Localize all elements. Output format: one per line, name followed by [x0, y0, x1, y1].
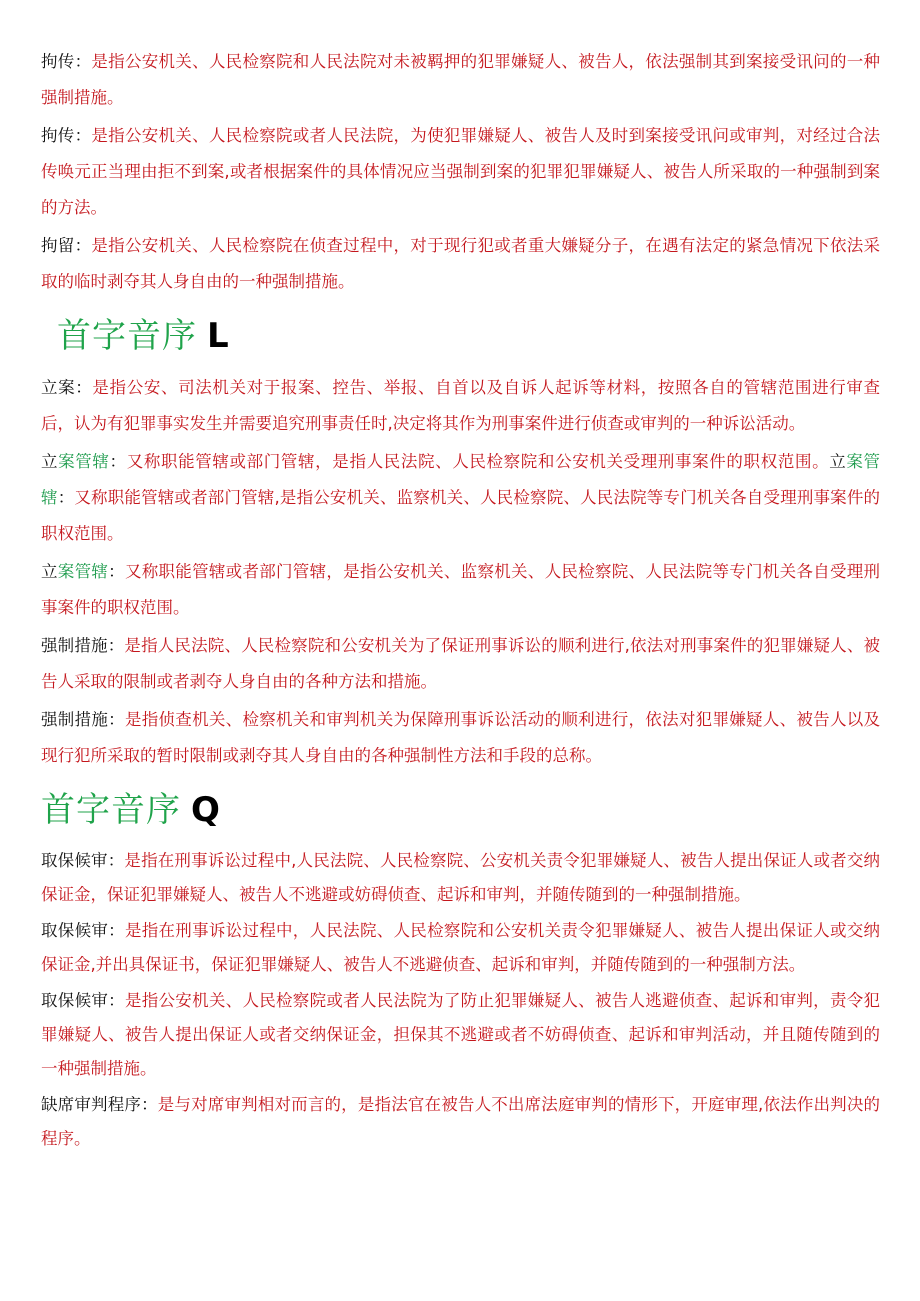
entry-definition: 是指侦查机关、检察机关和审判机关为保障刑事诉讼活动的顺利进行，依法对犯罪嫌疑人、被告人以及现行犯所采取的暂时限制或剥夺其人身自由的各种强制性方法和手段的总称。 [41, 710, 881, 765]
glossary-entry: 立案管辖：又称职能管辖或者部门管辖，是指公安机关、监察机关、人民检察院、人民法院等专门机关各自受理刑事案件的职权范围。 [41, 562, 881, 617]
glossary-entry: 取保候审：是指在刑事诉讼过程中，人民法院、人民检察院和公安机关责令犯罪嫌疑人、被告人提出保证人或交纳保证金,并出具保证书，保证犯罪嫌疑人、被告人不逃避侦查、起诉和审判，并随传随到的一种强制方法。 [41, 921, 881, 974]
entry-term: 立案管辖 [41, 452, 881, 507]
glossary-entry: 取保候审：是指在刑事诉讼过程中,人民法院、人民检察院、公安机关责令犯罪嫌疑人、被告人提出保证人或者交纳保证金，保证犯罪嫌疑人、被告人不逃避或妨碍侦查、起诉和审判，并随传随到的一种强制措施。 [41, 851, 881, 904]
entry-term: 缺席审判程序 [41, 1095, 142, 1114]
glossary-entry: 强制措施：是指人民法院、人民检察院和公安机关为了保证刑事诉讼的顺利进行,依法对刑事案件的犯罪嫌疑人、被告人采取的限制或者剥夺人身自由的各种方法和措施。 [41, 636, 881, 691]
glossary-entry: 缺席审判程序：是与对席审判相对而言的，是指法官在被告人不出席法庭审判的情形下，开庭审理,依法作出判决的程序。 [41, 1095, 881, 1148]
entry-definition: 是与对席审判相对而言的，是指法官在被告人不出席法庭审判的情形下，开庭审理,依法作出判决的程序。 [41, 1095, 881, 1148]
heading-letter: L [207, 316, 230, 356]
entry-term: 取保候审 [41, 921, 109, 940]
entry-term: 取保候审 [41, 991, 109, 1010]
entry-term: 取保候审 [41, 851, 108, 870]
entry-definition: 是指公安机关、人民检察院和人民法院对未被羁押的犯罪嫌疑人、被告人，依法强制其到案接受讯问的一种强制措施。 [41, 52, 881, 107]
entry-term: 立案管辖 [41, 452, 110, 471]
entry-term: 立案管辖 [41, 562, 109, 581]
heading-prefix: 首字音序 [41, 790, 181, 830]
entry-term: 立案 [41, 378, 76, 397]
entry-term: 拘传 [41, 126, 75, 145]
glossary-entry: 立案：是指公安、司法机关对于报案、控告、举报、自首以及自诉人起诉等材料，按照各自的管辖范围进行审查后，认为有犯罪事实发生并需要追究刑事责任时,决定将其作为刑事案件进行侦查或审判的一种诉讼活动。 [41, 378, 881, 433]
section-heading-q [41, 790, 880, 830]
section-j [41, 44, 880, 300]
glossary-entry: 拘传：是指公安机关、人民检察院或者人民法院，为使犯罪嫌疑人、被告人及时到案接受讯问或审判，对经过合法传唤元正当理由拒不到案,或者根据案件的具体情况应当强制到案的犯罪犯罪嫌疑人、被告人所采取的一种强制到案的方法。 [41, 126, 881, 217]
entry-definition: 是指在刑事诉讼过程中，人民法院、人民检察院和公安机关责令犯罪嫌疑人、被告人提出保证人或交纳保证金,并出具保证书，保证犯罪嫌疑人、被告人不逃避侦查、起诉和审判，并随传随到的一种强制方法。 [41, 921, 881, 974]
glossary-entry: 取保候审：是指公安机关、人民检察院或者人民法院为了防止犯罪嫌疑人、被告人逃避侦查、起诉和审判，责令犯罪嫌疑人、被告人提出保证人或者交纳保证金，担保其不逃避或者不妨碍侦查、起诉和审判活动，并且随传随到的一种强制措施。 [41, 991, 881, 1078]
section-q [41, 844, 880, 1156]
entry-term: 拘留 [41, 236, 75, 255]
entry-term: 强制措施 [41, 710, 109, 729]
entry-definition: 是指公安、司法机关对于报案、控告、举报、自首以及自诉人起诉等材料，按照各自的管辖范围进行审查后，认为有犯罪事实发生并需要追究刑事责任时,决定将其作为刑事案件进行侦查或审判的一种诉讼活动。 [41, 378, 881, 433]
glossary-entry: 拘留：是指公安机关、人民检察院在侦查过程中，对于现行犯或者重大嫌疑分子，在遇有法定的紧急情况下依法采取的临时剥夺其人身自由的一种强制措施。 [41, 236, 881, 291]
section-heading-l [57, 316, 880, 356]
glossary-entry: 立案管辖：又称职能管辖或部门管辖，是指人民法院、人民检察院和公安机关受理刑事案件的职权范围。立案管辖：又称职能管辖或者部门管辖,是指公安机关、监察机关、人民检察院、人民法院等专门机关各自受理刑事案件的职权范围。 [41, 452, 881, 543]
entry-definition: 是指公安机关、人民检察院或者人民法院，为使犯罪嫌疑人、被告人及时到案接受讯问或审判，对经过合法传唤元正当理由拒不到案,或者根据案件的具体情况应当强制到案的犯罪犯罪嫌疑人、被告人所采取的一种强制到案的方法。 [41, 126, 881, 217]
section-l [41, 370, 880, 774]
glossary-entry: 强制措施：是指侦查机关、检察机关和审判机关为保障刑事诉讼活动的顺利进行，依法对犯罪嫌疑人、被告人以及现行犯所采取的暂时限制或剥夺其人身自由的各种强制性方法和手段的总称。 [41, 710, 881, 765]
entry-definition: 是指人民法院、人民检察院和公安机关为了保证刑事诉讼的顺利进行,依法对刑事案件的犯罪嫌疑人、被告人采取的限制或者剥夺人身自由的各种方法和措施。 [41, 636, 881, 691]
entry-term: 拘传 [41, 52, 75, 71]
entry-definition: 又称职能管辖或者部门管辖,是指公安机关、监察机关、人民检察院、人民法院等专门机关各自受理刑事案件的职权范围。 [41, 488, 881, 543]
entry-definition: 又称职能管辖或部门管辖，是指人民法院、人民检察院和公安机关受理刑事案件的职权范围。 [126, 452, 830, 471]
entry-definition: 是指在刑事诉讼过程中,人民法院、人民检察院、公安机关责令犯罪嫌疑人、被告人提出保证人或者交纳保证金，保证犯罪嫌疑人、被告人不逃避或妨碍侦查、起诉和审判，并随传随到的一种强制措施。 [41, 851, 881, 904]
heading-prefix: 首字音序 [57, 316, 197, 356]
entry-definition: 是指公安机关、人民检察院在侦查过程中，对于现行犯或者重大嫌疑分子，在遇有法定的紧急情况下依法采取的临时剥夺其人身自由的一种强制措施。 [41, 236, 881, 291]
entry-definition: 又称职能管辖或者部门管辖，是指公安机关、监察机关、人民检察院、人民法院等专门机关各自受理刑事案件的职权范围。 [41, 562, 881, 617]
heading-letter: Q [191, 790, 221, 830]
entry-definition: 是指公安机关、人民检察院或者人民法院为了防止犯罪嫌疑人、被告人逃避侦查、起诉和审判，责令犯罪嫌疑人、被告人提出保证人或者交纳保证金，担保其不逃避或者不妨碍侦查、起诉和审判活动，并且随传随到的一种强制措施。 [41, 991, 881, 1078]
entry-term: 强制措施 [41, 636, 108, 655]
glossary-entry: 拘传：是指公安机关、人民检察院和人民法院对未被羁押的犯罪嫌疑人、被告人，依法强制其到案接受讯问的一种强制措施。 [41, 52, 881, 107]
